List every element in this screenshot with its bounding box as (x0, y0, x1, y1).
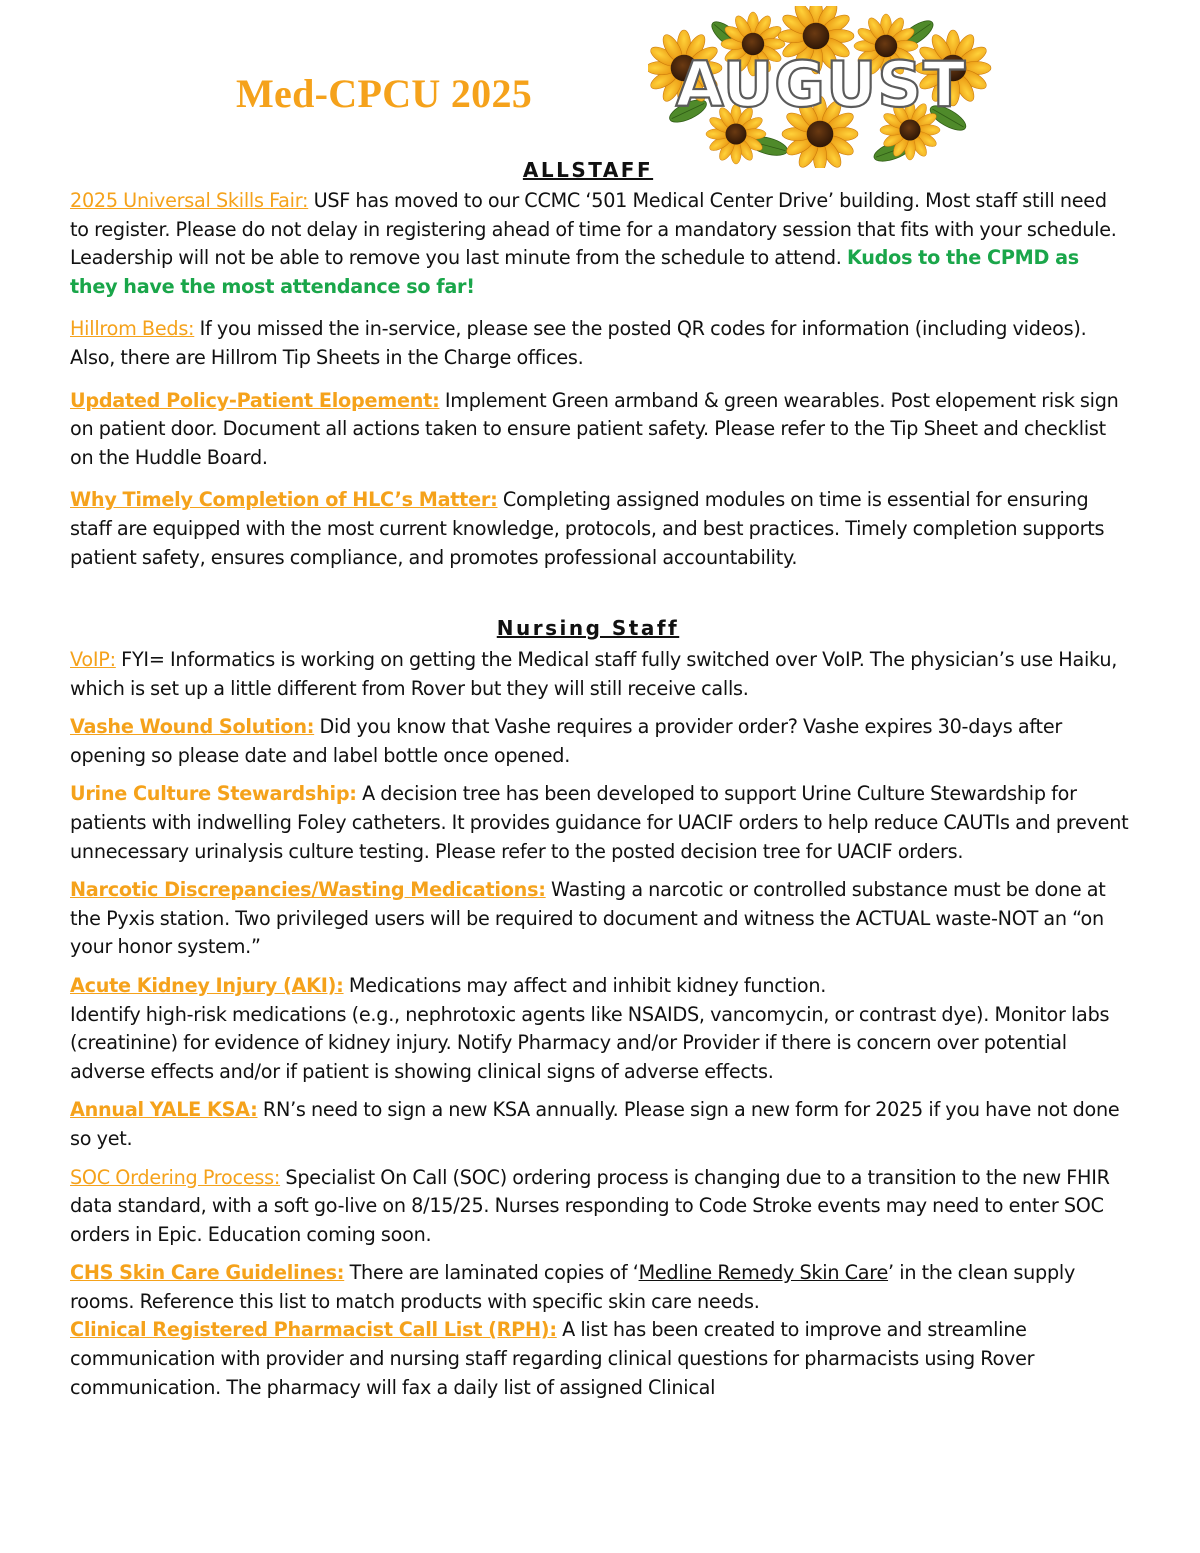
news-item-hlc-completion (70, 486, 1130, 572)
item-label[interactable]: SOC Ordering Process: (70, 1165, 281, 1189)
news-item-skills-fair (70, 187, 1130, 301)
item-text: A list has been created to improve and streamline communication with provider and nursing staff regarding clinical questions for pharmacists using Rover communication. The pharmacy will fax a daily list of assigned Clinical (70, 1318, 1035, 1399)
item-text: If you missed the in-service, please see the posted QR codes for information (including videos). Also, there are Hillrom Tip Sheets in the Charge offices. (70, 317, 1087, 369)
item-text: Did you know that Vashe requires a provider order? Vashe expires 30-days after opening so please date and label bottle once opened. (70, 715, 1063, 767)
news-item-skin-care (70, 1259, 1130, 1316)
all-staff-items (70, 187, 1130, 572)
news-item-vashe (70, 713, 1130, 770)
news-item-aki (70, 972, 1130, 1086)
item-label[interactable]: Updated Policy-Patient Elopement: (70, 388, 440, 412)
item-label[interactable]: Hillrom Beds: (70, 317, 195, 341)
item-text: Completing assigned modules on time is essential for ensuring staff are equipped with the most current knowledge, protocols, and best practices. Timely completion supports patient safety, ensures compliance, and promotes professional accountability. (70, 488, 1105, 569)
section-heading-all-staff: ALLSTAFF (522, 158, 654, 182)
item-label[interactable]: CHS Skin Care Guidelines: (70, 1261, 345, 1285)
banner-month-text: AUGUST (675, 48, 967, 121)
item-text: Medications may affect and inhibit kidney function. (343, 973, 827, 997)
section-heading-nursing-staff: Nursing Staff (496, 616, 680, 640)
item-label[interactable]: Narcotic Discrepancies/Wasting Medications: (70, 878, 546, 902)
item-text: RN’s need to sign a new KSA annually. Please sign a new form for 2025 if you have not done so yet. (70, 1098, 1120, 1150)
news-item-elopement-policy (70, 387, 1130, 473)
item-label[interactable]: Annual YALE KSA: (70, 1098, 258, 1122)
item-text-continued: Identify high-risk medications (e.g., nephrotoxic agents like NSAIDS, vancomycin, or contrast dye). Monitor labs (creatinine) for evidence of kidney injury. Notify Pharmacy and/or Provider if there is concern over potential adverse effects and/or if patient is showing clinical signs of adverse effects. (70, 1002, 1110, 1083)
nursing-staff-items (70, 646, 1130, 1402)
item-label[interactable]: Clinical Registered Pharmacist Call List (RPH): (70, 1318, 557, 1342)
item-text-after: ’ in the clean supply rooms. Reference this list to match products with specific skin care needs. (70, 1261, 1076, 1313)
item-label[interactable]: Acute Kidney Injury (AKI): (70, 973, 344, 997)
skin-care-document-link[interactable]: Medline Remedy Skin Care (638, 1261, 889, 1285)
page-title: Med-CPCU 2025 (236, 71, 533, 116)
news-item-hillrom-beds (70, 315, 1130, 372)
item-text: Specialist On Call (SOC) ordering process is changing due to a transition to the new FHIR data standard, with a soft go-live on 8/15/25. Nurses responding to Code Stroke events may need to enter SOC orders in Epic. Education coming soon. (70, 1165, 1110, 1246)
august-sunflower-banner (648, 6, 994, 168)
news-item-urine-culture (70, 780, 1130, 866)
news-item-pharmacist-call-list (70, 1316, 1130, 1402)
item-text: A decision tree has been developed to support Urine Culture Stewardship for patients with indwelling Foley catheters. It provides guidance for UACIF orders to help reduce CAUTIs and prevent unnecessary urinalysis culture testing. Please refer to the posted decision tree for UACIF orders. (70, 782, 1129, 863)
item-label[interactable]: 2025 Universal Skills Fair: (70, 189, 309, 212)
item-text: There are laminated copies of ‘ (344, 1261, 639, 1285)
news-item-yale-ksa (70, 1096, 1130, 1153)
item-text: FYI= Informatics is working on getting the Medical staff fully switched over VoIP. The physician’s use Haiku, which is set up a little different from Rover but they will still receive calls. (70, 648, 1118, 700)
item-label[interactable]: Vashe Wound Solution: (70, 715, 315, 739)
item-label[interactable]: Why Timely Completion of HLC’s Matter: (70, 488, 498, 512)
item-text: Implement Green armband & green wearables. Post elopement risk sign on patient door. Document all actions taken to ensure patient safety. Please refer to the Tip Sheet and checklist on the Huddle Board. (70, 388, 1119, 469)
news-item-soc-ordering (70, 1164, 1130, 1250)
kudos-highlight: Kudos to the CPMD as they have the most attendance so far! (70, 246, 1079, 298)
item-text: USF has moved to our CCMC ‘501 Medical Center Drive’ building. Most staff still need to register. Please do not delay in registering ahead of time for a mandatory session that fits with your schedule. Leadership will not be able to remove you last minute from the schedule to attend. (70, 189, 1117, 270)
news-item-voip (70, 646, 1130, 703)
item-text: Wasting a narcotic or controlled substance must be done at the Pyxis station. Two privileged users will be required to document and witness the ACTUAL waste-NOT an “on your honor system.” (70, 878, 1106, 959)
news-item-narcotic-wasting (70, 876, 1130, 962)
item-label[interactable]: Urine Culture Stewardship: (70, 782, 357, 806)
item-label[interactable]: VoIP: (70, 648, 116, 671)
